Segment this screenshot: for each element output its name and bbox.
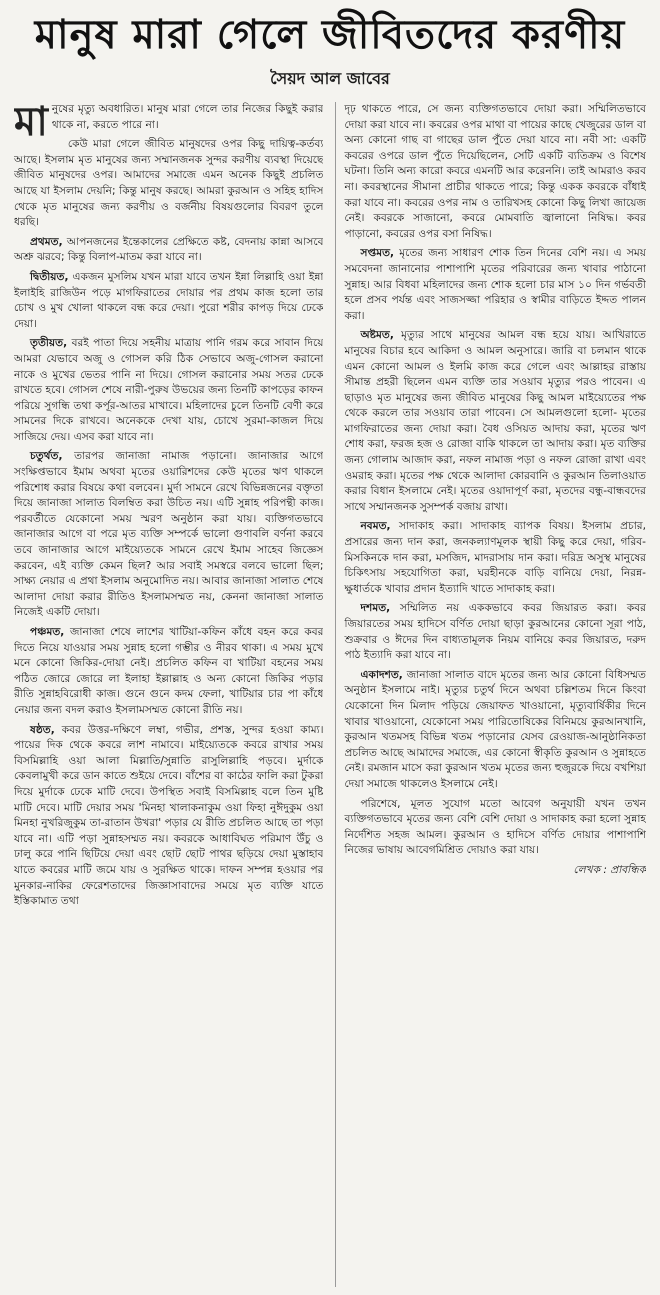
article-title: মানুষ মারা গেলে জীবিতদের করণীয়: [34, 12, 626, 58]
point-3-text: বরই পাতা দিয়ে সহনীয় মাত্রায় পানি গরম করে সাবান দিয়ে আমরা যেভাবে অজু ও গোসল করি ঠিক সেভাবে অজু-গোসল করানো নাকে ও মুখের ভেতর পানি না দিয়ে। গোসল করানোর সময় সতর ঢেকে রাখতে হবে। গোসল শেষে নারী-পুরুষ উভয়ের জন্য তিনটি কাপড়ের কাফন পরিয়ে সুগন্ধি তথা কর্পূর-আতর মাখাবে। মহিলাদের চুলে তিনটি বেণী করে সামনের দিকে রাখবে। অনেককে দেখা যায়, চোখে সুরমা-কাজল দিয়ে সাজিয়ে দেয়। এসব করা যাবে না।: [14, 337, 324, 443]
point-4-text: তারপর জানাজা নামাজ পড়ানো। জানাজার আগে সংক্ষিপ্তভাবে ইমাম অথবা মৃতের ওয়ারিশদের কেউ মৃতের ঋণ থাকলে পরিশোধ করার বিষয়ে কথা বলবেন। মুর্দা সামনে রেখে বিভিন্নজনের বক্তৃতা দিয়ে জানাজা সালাত বিলম্বিত করা উচিত নয়। এটি সুন্নাহ পরিপন্থী কাজ। পরবর্তীতে যেকোনো সময় স্মরণ অনুষ্ঠান করা যায়। ব্যক্তিগতভাবে জানাজার আগে বা পরে মৃত ব্যক্তি সম্পর্কে ভালো গুণাবলি বর্ণনা করবে তবে জানাজার আগে মাইয়্যেতকে সামনে রেখে ইমাম সাহেব জিজ্ঞেস করবেন, এই ব্যক্তি কেমন ছিল? আর সবাই সমস্বরে বলবে ভালো ছিল; সাক্ষ্য নেয়ার এ প্রথা ইসলাম অনুমোদিত নয়। আবার জানাজা সালাত শেষে আলাদা দোয়া করার রীতিও ইসলামসম্মত নয়, কেননা জানাজা সালাত নিজেই একটি দোয়া।: [14, 450, 324, 619]
point-3-lead: তৃতীয়ত,: [30, 337, 68, 350]
point-7: [344, 246, 646, 324]
point-6-text: কবর উত্তর-দক্ষিণে লম্বা, গভীর, প্রশস্ত, সুন্দর হওয়া কাম্য। পায়ের দিক থেকে কবরে লাশ নামাবে। মাইয়্যেতকে কবরে রাখার সময় বিসমিল্লাহি ওয়া আলা মিল্লাতি/সুন্নাতি রাসুলিল্লাহি পড়বে। মুর্দাকে কেবলামুখী করে ডান কাতে শুইয়ে দেবে। বাঁশের বা কাঠের ফালি করা টুকরা দিয়ে মুর্দাকে ঢেকে মাটি দেবে। উপস্থিত সবাই বিসমিল্লাহ বলে তিন মুষ্টি মাটি দেবে। মাটি দেয়ার সময় 'মিনহা খালাকনাকুম ওয়া ফিহা নুঈদুকুম ওয়া মিনহা নুখরিজুকুম তা-রাতান উখরা' পড়ার যে রীতি প্রচলিত আছে তা পড়া যাবে না। এটি পড়া সুন্নাহসম্মত নয়। কবরকে আধাবিঘত পরিমাণ উঁচু ও ঢালু করে পানি ছিটিয়ে দেয়া এবং ছোট ছোট পাথর ছড়িয়ে দেয়া মুস্তাহাব যাতে কবরের মাটি জমে যায় ও সুরক্ষিত থাকে। দাফন সম্পন্ন হওয়ার পর মুনকার-নাকির ফেরেশতাদের জিজ্ঞাসাবাদের সময়ে মৃত ব্যক্তি যাতে ইস্তিকামাত তথা: [14, 723, 324, 908]
point-9-text: সাদাকাহ করা। সাদাকাহ ব্যাপক বিষয়। ইসলাম প্রচার, প্রসারের জন্য দান করা, জনকল্যাণমূলক স্থায়ী কিছু করে দেয়া, গরিব-মিসকিনকে দান করা, মসজিদ, মাদরাসায় দান করা। দরিদ্র অসুস্থ মানুষের চিকিৎসায় সহযোগিতা করা, ঘরহীনকে বাড়ি বানিয়ে দেয়া, নিরন্ন-ক্ষুধার্তকে খাবার প্রদান ইত্যাদি খাতে সাদাকাহ করা।: [344, 520, 646, 595]
point-1: [14, 235, 323, 266]
point-10-text: সম্মিলিত নয় এককভাবে কবর জিয়ারত করা। কবর জিয়ারতের সময় হাদিসে বর্ণিত দোয়া ছাড়া কুরআনের কোনো সূরা পাঠ, শুক্রবার ও ঈদের দিন বাধ্যতামূলক নিয়ম বানিয়ে কবর জিয়ারত, দরুদ পাঠ ইত্যাদি করা যাবে না।: [344, 602, 646, 662]
column-right: [335, 102, 646, 1287]
point-11-text: জানাজা সালাত বাদে মৃতের জন্য আর কোনো বিধিসম্মত অনুষ্ঠান ইসলামে নাই। মৃত্যুর চতুর্থ দিনে অথবা চল্লিশতম দিনে কিংবা যেকোনো দিন মিলাদ পড়িয়ে জেয়াফত খাওয়ানো, মৃত্যুবার্ষিকীর দিনে খাবার খাওয়ানো, যেকোনো সময় পারিতোষিকের বিনিময়ে কুরআনখানি, কুরআন খতমসহ বিভিন্ন খতম পড়ানোর যেসব রেওয়াজ-আনুষ্ঠানিকতা প্রচলিত আছে আমাদের সমাজে, এর কোনো স্বীকৃতি কুরআন ও সুন্নাহতে নেই। রমজান মাসে করা কুরআন খতম মৃতের জন্য হুজুরকে দিয়ে বখশিয়া দেয়া সমাজে থাকলেও ইসলামে নেই।: [344, 668, 646, 790]
article-body: [14, 102, 646, 1287]
point-3: [14, 336, 323, 445]
point-1-text: আপনজনের ইন্তেকালের প্রেক্ষিতে কষ্ট, বেদনায় কান্না আসবে অশ্রু ঝরবে; কিন্তু বিলাপ-মাতম করা যাবে না।: [14, 235, 324, 264]
intro-paragraph-2: কেউ মারা গেলে জীবিত মানুষদের ওপর কিছু দায়িত্ব-কর্তব্য আছে। ইসলাম মৃত মানুষের জন্য সম্মানজনক সুন্দর করণীয় ব্যবস্থা দিয়েছে জীবিত মানুষদের ওপর। আমাদের সমাজে এমন অনেক কিছুই প্রচলিত আছে যা ইসলাম দেয়নি; কিন্তু মানুষ করছে। আমরা কুরআন ও সহিহ হাদিস থেকে মৃত মানুষের জন্য করণীয় ও বর্জনীয় বিষয়গুলোর বিবরণ তুলে ধরছি।: [14, 138, 324, 229]
point-4-lead: চতুর্থত,: [30, 450, 63, 463]
point-6-lead: ষষ্ঠত,: [30, 723, 55, 736]
point-8: [344, 328, 646, 515]
point-2: [14, 270, 323, 332]
point-11: [344, 668, 646, 793]
point-6: [14, 723, 323, 910]
point-2-lead: দ্বিতীয়ত,: [30, 270, 69, 283]
point-9: [344, 519, 646, 597]
intro-text: নুষের মৃত্যু অবধারিত। মানুষ মারা গেলে তার নিজের কিছুই করার থাকে না, করতে পারে না।: [51, 103, 324, 131]
point-5-text: জানাজা শেষে লাশের খাটিয়া-কফিন কাঁধে বহন করে কবর দিতে নিয়ে যাওয়ার সময় সুন্নাহ হলো গম্ভীর ও নীরব থাকা। এ সময় মুখে মনে কোনো জিকির-দোয়া নেই। প্রচলিত কফিন বা খাটিয়া বহনের সময় পঠিত জোরে জোরে লা ইলাহা ইল্লাল্লাহ ও অন্য কোনো জিকির পড়ার রীতি সুন্নাহবিরোধী কাজ। গুনে গুনে কদম ফেলা, খাটিয়ার চার পা কাঁধে নেয়ার জন্য বদল করাও ইসলামসম্মত কোনো রীতি নয়।: [14, 626, 324, 716]
point-4: [14, 449, 323, 621]
article-author: সৈয়দ আল জাবের: [270, 69, 390, 88]
drop-cap: মা: [14, 102, 48, 145]
conclusion-paragraph: পরিশেষে, মূলত সুযোগ মতো আবেগ অনুযায়ী যখন তখন ব্যক্তিগতভাবে মৃতের জন্য বেশি বেশি দোয়া ও সাদাকাহ করা হলো সুন্নাহ নির্দেশিত সহজ আমল। কুরআন ও হাদিসে বর্ণিত দোয়ার পাশাপাশি নিজের ভাষায় আবেগমিশ্রিত দোয়াও করা যায়।: [344, 797, 646, 857]
point-8-lead: অষ্টমত,: [360, 329, 394, 342]
continuation-paragraph: দৃঢ় থাকতে পারে, সে জন্য ব্যক্তিগতভাবে দোয়া করা। সম্মিলিতভাবে দোয়া করা যাবে না। কবরের ওপর মাথা বা পায়ের কাছে খেজুরের ডাল বা অন্য কোনো গাছ বা গাছের ডাল পুঁতে দেয়া যাবে না। নবী সা: একটি কবরের ওপরে ডাল পুঁতে দিয়েছিলেন, সেটি একটি ব্যতিক্রম ও বিশেষ ঘটনা। তিনি অন্য কারো কবরে এমনটি আর করেননি। তাই আমরাও করব না। কবরস্থানের সীমানা প্রাচীর থাকতে পারে; কিন্তু একক কবরকে বাঁধাই করা যাবে না। কবরের ওপর নাম ও তারিখসহ কোনো কিছু লিখা জায়েজ নেই। কবরকে সাজানো, কবরে মোমবাতি জ্বালানো নিষিদ্ধ। কবর পাড়ানো, কবরের ওপর বসা নিষিদ্ধ।: [344, 103, 646, 240]
point-8-text: মৃত্যুর সাথে মানুষের আমল বন্ধ হয়ে যায়। আখিরাতে মানুষের বিচার হবে আকিদা ও আমল অনুসারে। জারি বা চলমান থাকে এমন কোনো আমল ও ইলমি কাজ করে গেলে এবং আল্লাহর রাস্তায় সীমান্ত প্রহরী ছিলেন এমন ব্যক্তি তার সওয়াব মৃত্যুর পরও পাবেন। এ ছাড়াও মৃত মানুষের জন্য জীবিত মানুষের কিছু আমল মাইয়্যেতের পক্ষ থেকে করলে তার সওয়াব তারা পাবেন। সে আমলগুলো হলো- মৃতের মাগফিরাতের জন্য দোয়া করা। বৈধ ওসিয়ত আদায় করা, মৃতের ঋণ শোধ করা, ফরজ হজ ও রোজা বাকি থাকলে তা আদায় করা। মৃত ব্যক্তির জন্য গোলাম আজাদ করা, নফল নামাজ পড়া ও নফল রোজা রাখা এবং ওমরাহ করা। মৃতের পক্ষ থেকে আলাদা কোরবানি ও কুরআন তিলাওয়াত করার বিধান ইসলামে নেই। মৃতের ওয়াদাপূর্ণ করা, মৃতদের বন্ধু-বান্ধবদের সাথে সম্মানজনক সুসম্পর্ক বজায় রাখা।: [344, 329, 646, 513]
point-1-lead: প্রথমত,: [30, 235, 63, 248]
point-10: [344, 601, 646, 663]
point-2-text: একজন মুসলিম যখন মারা যাবে তখন ইন্না লিল্লাহি ওয়া ইন্না ইলাইহি রাজিউন পড়ে মাগফিরাতের দোয়ার পর প্রথম কাজ হলো তার চোখ ও মুখ খোলা থাকলে বন্ধ করে দেয়া। পুরো শরীর কাপড় দিয়ে ঢেকে দেয়া।: [14, 270, 324, 330]
point-11-lead: একাদশত,: [360, 668, 403, 681]
point-10-lead: দশমত,: [360, 602, 391, 615]
column-left: [14, 102, 323, 1287]
point-5-lead: পঞ্চমত,: [30, 626, 65, 638]
point-5: [14, 625, 323, 719]
writer-note: লেখক : প্রাবন্ধিক: [573, 863, 646, 876]
point-7-text: মৃতের জন্য সাধারণ শোক তিন দিনের বেশি নয়। এ সময় সমবেদনা জানানোর পাশাপাশি মৃতের পরিবারের জন্য খাবার পাঠানো সুন্নাহ। আর বিধবা মহিলাদের জন্য শোক হলো চার মাস ১০ দিন গর্ভবতী হলে প্রসব পর্যন্ত এবং সাজসজ্জা পরিহার ও স্বামীর বাড়িতে ইদ্দত পালন করা।: [344, 247, 646, 322]
point-7-lead: সপ্তমত,: [360, 247, 395, 260]
intro-paragraph: [14, 102, 324, 145]
point-9-lead: নবমত,: [360, 520, 391, 533]
